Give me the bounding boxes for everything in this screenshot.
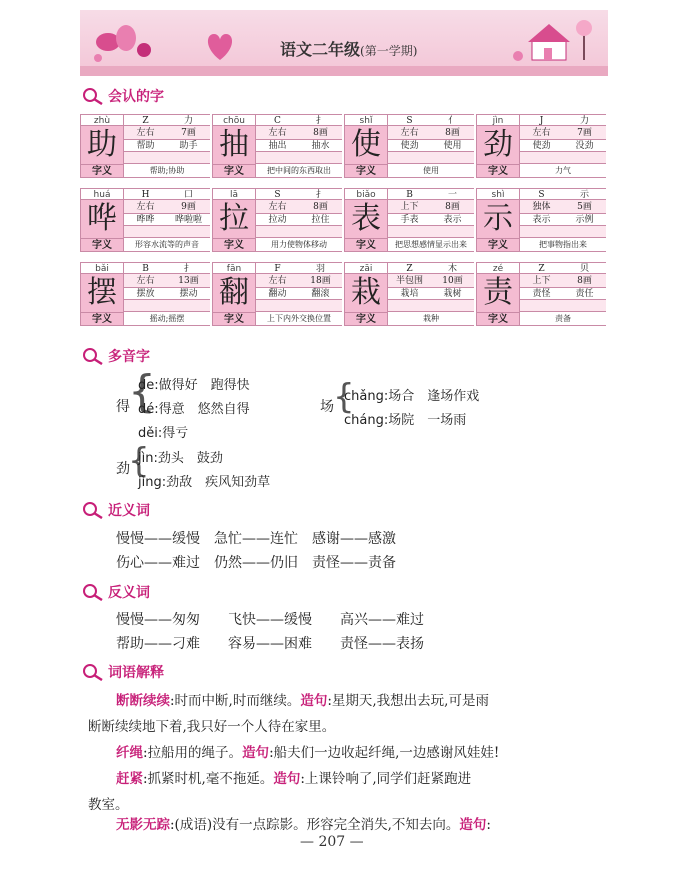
polyphone-line: děi:得亏 bbox=[138, 426, 189, 441]
char-word: 哗哗 bbox=[136, 215, 155, 225]
char-glyph: 责 bbox=[476, 274, 520, 312]
char-glyph: 哗 bbox=[80, 200, 124, 238]
char-meaning: 栽种 bbox=[423, 314, 439, 323]
butterfly-decoration-icon bbox=[90, 20, 160, 68]
char-pinyin: jìn bbox=[476, 114, 520, 126]
polyphone-line: jìng:劲敌 疾风知劲草 bbox=[138, 475, 271, 490]
char-pinyin: zhù bbox=[80, 114, 124, 126]
char-word: 帮助 bbox=[136, 141, 155, 151]
char-strokes: 8画 bbox=[313, 128, 328, 138]
polyphone-line: de:做得好 跑得快 bbox=[138, 378, 250, 393]
char-word: 手表 bbox=[400, 215, 419, 225]
char-word: 摆放 bbox=[136, 289, 155, 299]
char-card bbox=[212, 262, 344, 326]
house-decoration-icon bbox=[510, 16, 600, 66]
char-card bbox=[80, 188, 212, 252]
char-initial: S bbox=[406, 116, 413, 126]
char-initial: B bbox=[406, 190, 413, 200]
char-structure: 上下 bbox=[400, 202, 419, 212]
brace-de: { bbox=[128, 366, 156, 417]
char-meaning: 把事物指出来 bbox=[539, 240, 587, 249]
zy-label: 字义 bbox=[212, 238, 256, 252]
char-radical: 口 bbox=[183, 190, 193, 200]
section-heading-antonyms: 反义词 bbox=[82, 582, 150, 602]
polyphone-char-chang: 场 bbox=[320, 399, 334, 415]
zy-label: 字义 bbox=[80, 164, 124, 178]
char-structure: 上下 bbox=[532, 276, 551, 286]
zy-label: 字义 bbox=[80, 312, 124, 326]
char-card bbox=[476, 262, 608, 326]
explanation-item: 无影无踪:(成语)没有一点踪影。形容完全消失,不知去向。造句: bbox=[116, 817, 491, 833]
char-strokes: 7画 bbox=[181, 128, 196, 138]
antonym-line: 慢慢——匆匆 飞快——缓慢 高兴——难过 bbox=[116, 612, 424, 628]
explanation-item: 纤绳:拉船用的绳子。造句:船夫们一边收起纤绳,一边感谢风娃娃! bbox=[116, 745, 500, 761]
char-initial: C bbox=[274, 116, 281, 126]
char-strokes: 8画 bbox=[445, 202, 460, 212]
char-structure: 半包围 bbox=[395, 276, 423, 286]
zy-label: 字义 bbox=[476, 164, 520, 178]
char-radical: 一 bbox=[447, 190, 457, 200]
char-glyph: 抽 bbox=[212, 126, 256, 164]
char-word: 翻动 bbox=[268, 289, 287, 299]
header-banner bbox=[80, 10, 608, 76]
char-meaning: 摇动;摇摆 bbox=[149, 314, 185, 323]
char-word: 责任 bbox=[575, 289, 594, 299]
char-meaning: 责备 bbox=[555, 314, 571, 323]
char-meaning: 把思想感情显示出来 bbox=[395, 240, 467, 249]
char-initial: Z bbox=[538, 264, 545, 274]
char-meaning: 力气 bbox=[555, 166, 571, 175]
zy-label: 字义 bbox=[344, 164, 388, 178]
char-radical: 力 bbox=[579, 116, 589, 126]
char-structure: 左右 bbox=[268, 276, 287, 286]
char-word: 翻滚 bbox=[311, 289, 330, 299]
zy-label: 字义 bbox=[344, 238, 388, 252]
char-initial: S bbox=[274, 190, 281, 200]
char-radical: 羽 bbox=[315, 264, 325, 274]
polyphone-line: jìn:劲头 鼓劲 bbox=[138, 451, 223, 466]
char-pinyin: shì bbox=[476, 188, 520, 200]
char-word: 栽培 bbox=[400, 289, 419, 299]
magnifier-icon bbox=[82, 663, 104, 681]
char-card bbox=[212, 188, 344, 252]
explanation-item: 赶紧:抓紧时机,毫不拖延。造句:上课铃响了,同学们赶紧跑进 bbox=[116, 771, 472, 787]
char-pinyin: shǐ bbox=[344, 114, 388, 126]
char-pinyin: biǎo bbox=[344, 188, 388, 200]
char-structure: 左右 bbox=[136, 202, 155, 212]
char-structure: 左右 bbox=[136, 276, 155, 286]
brace-chang: { bbox=[333, 377, 355, 417]
char-card bbox=[80, 114, 212, 178]
char-card bbox=[344, 262, 476, 326]
char-initial: S bbox=[538, 190, 545, 200]
char-initial: H bbox=[141, 190, 150, 200]
polyphone-line: chǎng:场合 逢场作戏 bbox=[344, 389, 480, 404]
magnifier-icon bbox=[82, 501, 104, 519]
zy-label: 字义 bbox=[476, 312, 520, 326]
explanation-item: 断断续续:时而中断,时而继续。造句:星期天,我想出去玩,可是雨 bbox=[116, 693, 489, 709]
char-glyph: 劲 bbox=[476, 126, 520, 164]
zy-label: 字义 bbox=[80, 238, 124, 252]
zy-label: 字义 bbox=[344, 312, 388, 326]
char-structure: 左右 bbox=[400, 128, 419, 138]
char-initial: B bbox=[142, 264, 149, 274]
polyphone-line: dé:得意 悠然自得 bbox=[138, 402, 250, 417]
section-heading-synonyms: 近义词 bbox=[82, 500, 150, 520]
char-card bbox=[212, 114, 344, 178]
synonym-line: 慢慢——缓慢 急忙——连忙 感谢——感激 bbox=[116, 531, 396, 547]
explanation-continuation: 断断续续地下着,我只好一个人待在家里。 bbox=[88, 719, 336, 735]
char-initial: Z bbox=[406, 264, 413, 274]
char-strokes: 7画 bbox=[577, 128, 592, 138]
char-meaning: 用力使物体移动 bbox=[271, 240, 327, 249]
char-pinyin: zé bbox=[476, 262, 520, 274]
char-strokes: 8画 bbox=[445, 128, 460, 138]
polyphone-line: cháng:场院 一场雨 bbox=[344, 413, 467, 428]
zy-label: 字义 bbox=[212, 312, 256, 326]
char-pinyin: huá bbox=[80, 188, 124, 200]
polyphone-char-jin: 劲 bbox=[116, 461, 130, 477]
char-structure: 左右 bbox=[268, 202, 287, 212]
char-word: 使劲 bbox=[400, 141, 419, 151]
section-heading-explanations: 词语解释 bbox=[82, 662, 164, 682]
char-radical: 扌 bbox=[315, 116, 325, 126]
zy-label: 字义 bbox=[212, 164, 256, 178]
char-card bbox=[344, 114, 476, 178]
page-number: — 207 — bbox=[300, 834, 364, 850]
section-heading-polyphone: 多音字 bbox=[82, 346, 150, 366]
char-word: 栽树 bbox=[443, 289, 462, 299]
char-word: 助手 bbox=[179, 141, 198, 151]
brace-jin: { bbox=[128, 441, 150, 481]
char-strokes: 18画 bbox=[310, 276, 331, 286]
section-heading-recognize: 会认的字 bbox=[82, 86, 164, 106]
char-word: 表示 bbox=[532, 215, 551, 225]
char-pinyin: fān bbox=[212, 262, 256, 274]
char-radical: 扌 bbox=[315, 190, 325, 200]
char-word: 责怪 bbox=[532, 289, 551, 299]
char-radical: 亻 bbox=[447, 116, 457, 126]
char-radical: 力 bbox=[183, 116, 193, 126]
char-meaning: 把中间的东西取出 bbox=[267, 166, 331, 175]
char-pinyin: chōu bbox=[212, 114, 256, 126]
heart-decoration-icon bbox=[200, 28, 240, 64]
char-glyph: 示 bbox=[476, 200, 520, 238]
char-glyph: 栽 bbox=[344, 274, 388, 312]
polyphone-char-de: 得 bbox=[116, 399, 130, 415]
char-initial: Z bbox=[142, 116, 149, 126]
char-word: 表示 bbox=[443, 215, 462, 225]
char-structure: 左右 bbox=[268, 128, 287, 138]
char-strokes: 8画 bbox=[313, 202, 328, 212]
char-pinyin: zāi bbox=[344, 262, 388, 274]
char-meaning: 使用 bbox=[423, 166, 439, 175]
char-word: 拉动 bbox=[268, 215, 287, 225]
char-radical: 扌 bbox=[183, 264, 193, 274]
char-card bbox=[476, 188, 608, 252]
char-word: 哗啦啦 bbox=[174, 215, 202, 225]
char-radical: 示 bbox=[579, 190, 589, 200]
char-meaning: 帮助;协助 bbox=[149, 166, 185, 175]
zy-label: 字义 bbox=[476, 238, 520, 252]
char-strokes: 8画 bbox=[577, 276, 592, 286]
char-word: 使劲 bbox=[532, 141, 551, 151]
explanation-continuation: 教室。 bbox=[88, 797, 129, 813]
char-initial: F bbox=[274, 264, 281, 274]
char-glyph: 助 bbox=[80, 126, 124, 164]
page-title: 语文二年级(第一学期) bbox=[280, 40, 418, 59]
char-glyph: 拉 bbox=[212, 200, 256, 238]
char-word: 抽水 bbox=[311, 141, 330, 151]
char-meaning: 上下内外交换位置 bbox=[267, 314, 331, 323]
synonym-line: 伤心——难过 仍然——仍旧 责怪——责备 bbox=[116, 555, 396, 571]
char-strokes: 5画 bbox=[577, 202, 592, 212]
char-glyph: 表 bbox=[344, 200, 388, 238]
char-card bbox=[80, 262, 212, 326]
char-strokes: 13画 bbox=[178, 276, 199, 286]
char-pinyin: bǎi bbox=[80, 262, 124, 274]
char-word: 摆动 bbox=[179, 289, 198, 299]
char-word: 没劲 bbox=[575, 141, 594, 151]
char-word: 使用 bbox=[443, 141, 462, 151]
magnifier-icon bbox=[82, 87, 104, 105]
char-card bbox=[344, 188, 476, 252]
char-glyph: 使 bbox=[344, 126, 388, 164]
antonym-line: 帮助——刁难 容易——困难 责怪——表扬 bbox=[116, 636, 424, 652]
char-word: 示例 bbox=[575, 215, 594, 225]
char-meaning: 形容水流等的声音 bbox=[135, 240, 199, 249]
char-structure: 独体 bbox=[532, 202, 551, 212]
char-glyph: 摆 bbox=[80, 274, 124, 312]
char-glyph: 翻 bbox=[212, 274, 256, 312]
char-pinyin: lā bbox=[212, 188, 256, 200]
char-radical: 木 bbox=[447, 264, 457, 274]
char-structure: 左右 bbox=[532, 128, 551, 138]
char-card bbox=[476, 114, 608, 178]
magnifier-icon bbox=[82, 583, 104, 601]
magnifier-icon bbox=[82, 347, 104, 365]
char-strokes: 9画 bbox=[181, 202, 196, 212]
char-word: 拉住 bbox=[311, 215, 330, 225]
char-structure: 左右 bbox=[136, 128, 155, 138]
char-radical: 贝 bbox=[579, 264, 589, 274]
char-word: 抽出 bbox=[268, 141, 287, 151]
char-initial: J bbox=[539, 116, 544, 126]
char-strokes: 10画 bbox=[442, 276, 463, 286]
